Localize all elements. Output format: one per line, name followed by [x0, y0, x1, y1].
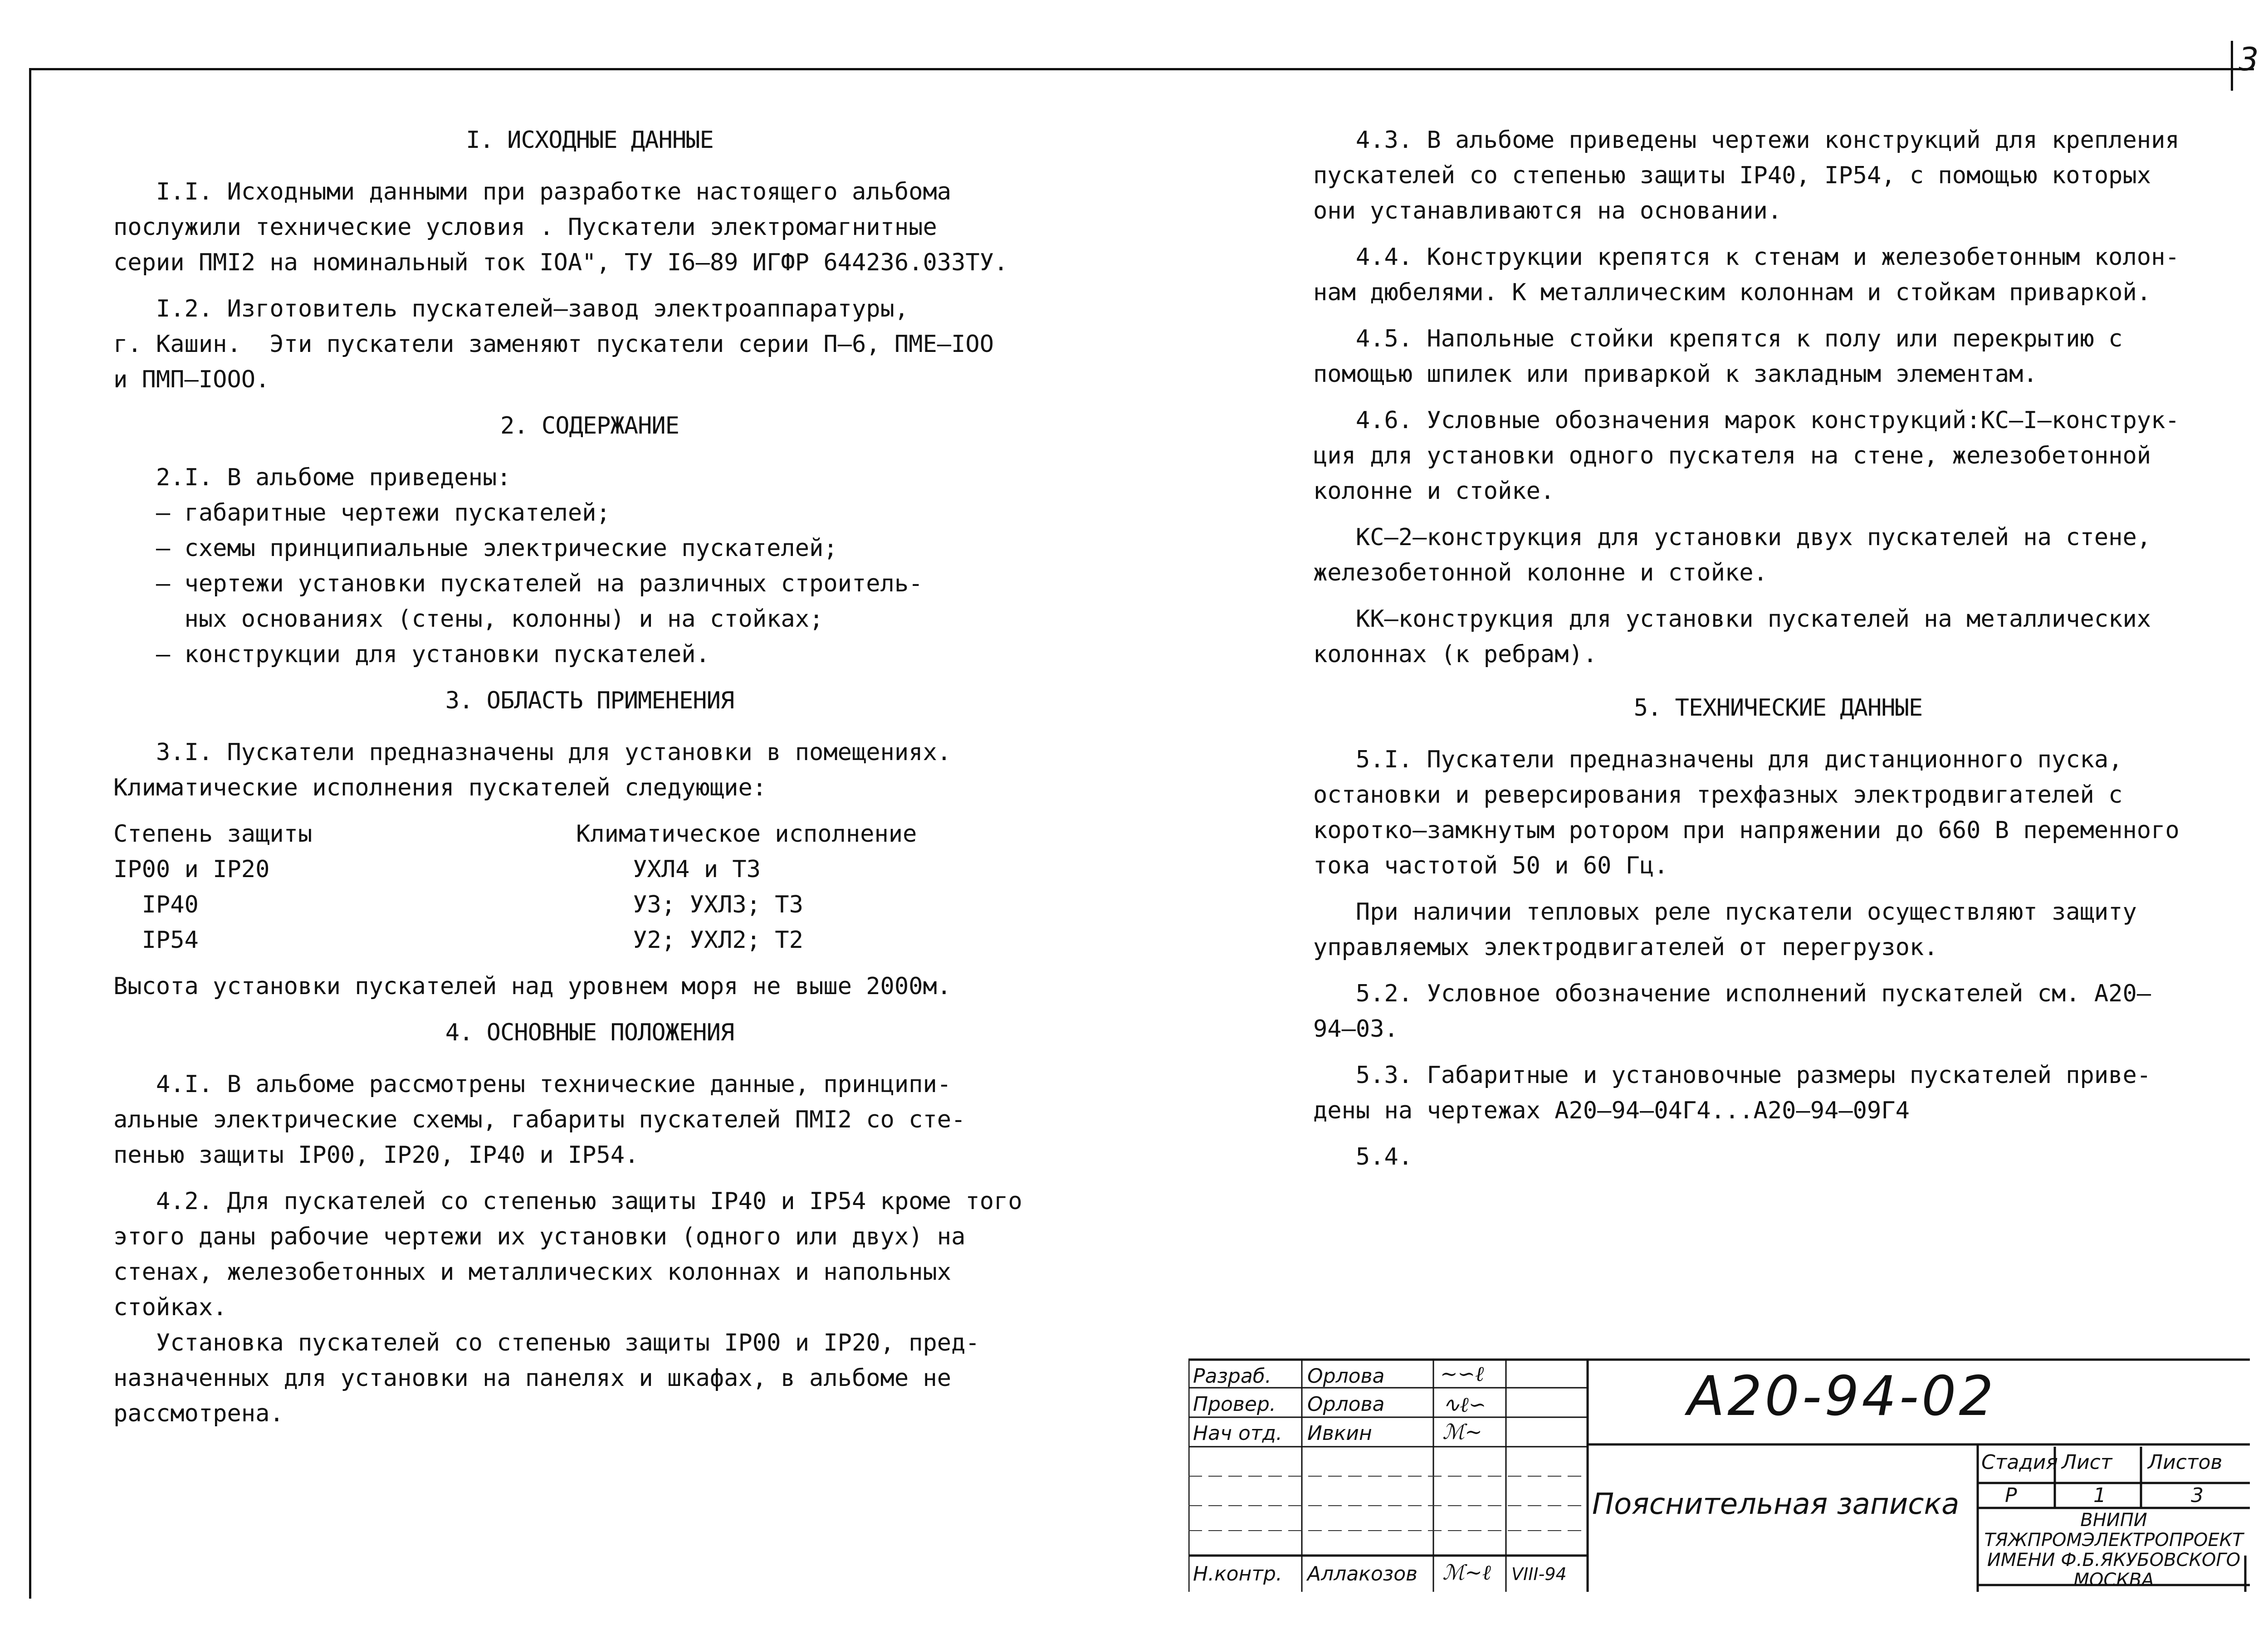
text-line: I.I. Исходными данными при разработке настоящего альбома	[113, 178, 952, 205]
para-5-3	[1313, 1058, 2243, 1128]
text-line: рассмотрена.	[113, 1400, 284, 1427]
text-line: 5.4.	[1313, 1143, 1413, 1171]
stamp-sheet-label: Лист	[2062, 1451, 2112, 1474]
para-4-4	[1313, 239, 2243, 310]
text-line: 4.2. Для пускателей со степенью защиты IP40 и IP54 кроме того	[113, 1188, 1022, 1215]
text-line: пенью защиты IP00, IP20, IP40 и IP54.	[113, 1141, 639, 1169]
para-3-1	[113, 735, 1066, 805]
stamp-sheets-value: 3	[2191, 1484, 2204, 1507]
table-cell: IP40	[113, 891, 199, 918]
stamp-name-checked: Орлова	[1307, 1393, 1385, 1416]
para-4-6	[1313, 403, 2243, 509]
text-line: колоннах (к ребрам).	[1313, 641, 1598, 668]
signature-dept-head: ℳ∼	[1442, 1419, 1482, 1444]
text-line: послужили технические условия . Пускатели электромагнитные	[113, 214, 937, 241]
para-2-1	[113, 460, 1066, 672]
stamp-sheets-label: Листов	[2148, 1451, 2223, 1474]
sheet-number: 3	[2231, 41, 2268, 91]
signature-developed: ∼∽ℓ	[1440, 1361, 1484, 1386]
table-row	[113, 852, 1066, 887]
table-row	[113, 922, 1066, 958]
para-4-6b	[1313, 520, 2243, 590]
signature-norm-control: ℳ∼ℓ	[1442, 1560, 1491, 1585]
text-line: дены на чертежах А20–94–04Г4...А20–94–09Г4	[1313, 1097, 1910, 1124]
para-4-2	[113, 1184, 1066, 1431]
text-line: назначенных для установки на панелях и шкафах, в альбоме не	[113, 1365, 952, 1392]
text-line: 4.I. В альбоме рассмотрены технические данные, принципи-	[113, 1071, 952, 1098]
stamp-role-norm-control: Н.контр.	[1193, 1562, 1282, 1585]
text-line: – габаритные чертежи пускателей;	[113, 499, 611, 527]
text-line: I.2. Изготовитель пускателей–завод электроаппаратуры,	[113, 295, 909, 322]
text-line: тока частотой 50 и 60 Гц.	[1313, 852, 1668, 879]
text-line: г. Кашин. Эти пускатели заменяют пускатели серии П–6, ПМЕ–IOO	[113, 331, 994, 358]
table-cell: IP54	[113, 927, 199, 954]
section-heading-3: 3. ОБЛАСТЬ ПРИМЕНЕНИЯ	[445, 687, 734, 714]
text-line: железобетонной колонне и стойке.	[1313, 559, 1768, 586]
para-5-1	[1313, 742, 2243, 883]
left-column	[113, 122, 1066, 1442]
table-row	[113, 887, 1066, 922]
text-line: – чертежи установки пускателей на различных строитель-	[113, 570, 923, 597]
text-line: 5.3. Габаритные и установочные размеры пускателей приве-	[1313, 1062, 2151, 1089]
para-5-2	[1313, 976, 2243, 1047]
climate-table	[113, 816, 1066, 958]
text-line: – схемы принципиальные электрические пускателей;	[113, 535, 838, 562]
text-line: При наличии тепловых реле пускатели осуществляют защиту	[1313, 898, 2137, 926]
text-line: коротко–замкнутым ротором при напряжении до 660 В переменного	[1313, 817, 2180, 844]
text-line: 5.2. Условное обозначение исполнений пускателей см. А20–	[1313, 980, 2151, 1007]
org-line: ТЯЖПРОМЭЛЕКТРОПРОЕКТ	[1984, 1530, 2244, 1551]
text-line: стойках.	[113, 1294, 227, 1321]
stamp-date: VIII-94	[1511, 1564, 1567, 1584]
stamp-stage-label: Стадия	[1981, 1451, 2058, 1474]
text-line: 5.I. Пускатели предназначены для дистанционного пуска,	[1313, 746, 2123, 773]
stamp-stage-value: Р	[2005, 1484, 2017, 1507]
para-5-1b	[1313, 894, 2243, 965]
text-line: альные электрические схемы, габариты пускателей ПМI2 со сте-	[113, 1106, 966, 1133]
text-line: ция для установки одного пускателя на стене, железобетонной	[1313, 442, 2151, 469]
para-4-5	[1313, 321, 2243, 392]
para-4-1	[113, 1067, 1066, 1173]
text-line: КК–конструкция для установки пускателей на металлических	[1313, 605, 2151, 633]
document-code: А20-94-02	[1687, 1365, 1996, 1428]
text-line: помощью шпилек или приваркой к закладным элементам.	[1313, 361, 2038, 388]
section-heading-4: 4. ОСНОВНЫЕ ПОЛОЖЕНИЯ	[445, 1019, 734, 1046]
text-line: серии ПМI2 на номинальный ток IOA", ТУ I6–89 ИГФР 644236.033ТУ.	[113, 249, 1008, 276]
para-3-2	[113, 969, 1066, 1004]
signature-checked: ∿ℓ∽	[1442, 1392, 1486, 1417]
para-1-2	[113, 291, 1066, 397]
table-cell: У3; УХЛ3; Т3	[576, 891, 803, 918]
table-cell: IP00 и IP20	[113, 856, 270, 883]
table-cell: У2; УХЛ2; Т2	[576, 927, 803, 954]
text-line: стенах, железобетонных и металлических колоннах и напольных	[113, 1258, 952, 1286]
text-line: 2.I. В альбоме приведены:	[113, 464, 511, 491]
stamp-name-dept-head: Ивкин	[1307, 1422, 1372, 1445]
text-line: управляемых электродвигателей от перегрузок.	[1313, 934, 1938, 961]
org-line: МОСКВА	[2073, 1570, 2154, 1590]
document-title: Пояснительная записка	[1592, 1488, 1960, 1521]
stamp-sheet-value: 1	[2093, 1484, 2106, 1507]
stamp-name-norm-control: Аллакозов	[1307, 1562, 1418, 1585]
text-line: колонне и стойке.	[1313, 478, 1555, 505]
text-line: 4.6. Условные обозначения марок конструкций:КС–I–конструк-	[1313, 407, 2180, 434]
text-line: КС–2–конструкция для установки двух пускателей на стене,	[1313, 524, 2151, 551]
table-cell: УХЛ4 и Т3	[576, 856, 761, 883]
org-line: ВНИПИ	[2080, 1510, 2147, 1531]
text-line: 4.3. В альбоме приведены чертежи конструкций для крепления	[1313, 127, 2180, 154]
text-line: и ПМП–IOOO.	[113, 366, 270, 393]
text-line: 3.I. Пускатели предназначены для установки в помещениях.	[113, 739, 952, 766]
text-line: этого даны рабочие чертежи их установки (одного или двух) на	[113, 1223, 966, 1250]
section-heading-1: I. ИСХОДНЫЕ ДАННЫЕ	[466, 127, 714, 154]
text-line: – конструкции для установки пускателей.	[113, 641, 710, 668]
stamp-name-developed: Орлова	[1307, 1365, 1385, 1388]
text-line: остановки и реверсирования трехфазных электродвигателей с	[1313, 781, 2123, 809]
text-line: 94–03.	[1313, 1015, 1398, 1043]
right-column	[1313, 122, 2243, 1185]
climate-table-header-protection: Степень защиты	[113, 820, 313, 848]
section-heading-5: 5. ТЕХНИЧЕСКИЕ ДАННЫЕ	[1633, 694, 1923, 722]
climate-table-header-climate: Климатическое исполнение	[576, 820, 917, 848]
text-line: Высота установки пускателей над уровнем моря не выше 2000м.	[113, 973, 952, 1000]
text-line: Климатические исполнения пускателей следующие:	[113, 774, 767, 801]
stamp-role-developed: Разраб.	[1193, 1365, 1271, 1388]
text-line: они устанавливаются на основании.	[1313, 197, 1782, 224]
title-block-stamp	[1188, 1356, 2250, 1592]
para-1-1	[113, 174, 1066, 280]
text-line: пускателей со степенью защиты IP40, IP54, с помощью которых	[1313, 162, 2151, 189]
para-5-4	[1313, 1139, 2243, 1175]
text-line: ных основаниях (стены, колонны) и на стойках;	[113, 605, 824, 633]
para-4-6c	[1313, 601, 2243, 672]
climate-table-header	[113, 816, 1066, 852]
text-line: Установка пускателей со степенью защиты IP00 и IP20, пред-	[113, 1329, 980, 1356]
stamp-role-checked: Провер.	[1193, 1393, 1276, 1416]
text-line: нам дюбелями. К металлическим колоннам и стойкам приваркой.	[1313, 279, 2151, 306]
para-4-3	[1313, 122, 2243, 229]
section-heading-2: 2. СОДЕРЖАНИЕ	[500, 412, 679, 439]
stamp-role-dept-head: Нач отд.	[1193, 1422, 1282, 1445]
org-line: ИМЕНИ Ф.Б.ЯКУБОВСКОГО	[1987, 1550, 2241, 1571]
text-line: 4.4. Конструкции крепятся к стенам и железобетонным колон-	[1313, 244, 2180, 271]
organization-block	[1978, 1510, 2250, 1590]
text-line: 4.5. Напольные стойки крепятся к полу или перекрытию с	[1313, 325, 2123, 352]
